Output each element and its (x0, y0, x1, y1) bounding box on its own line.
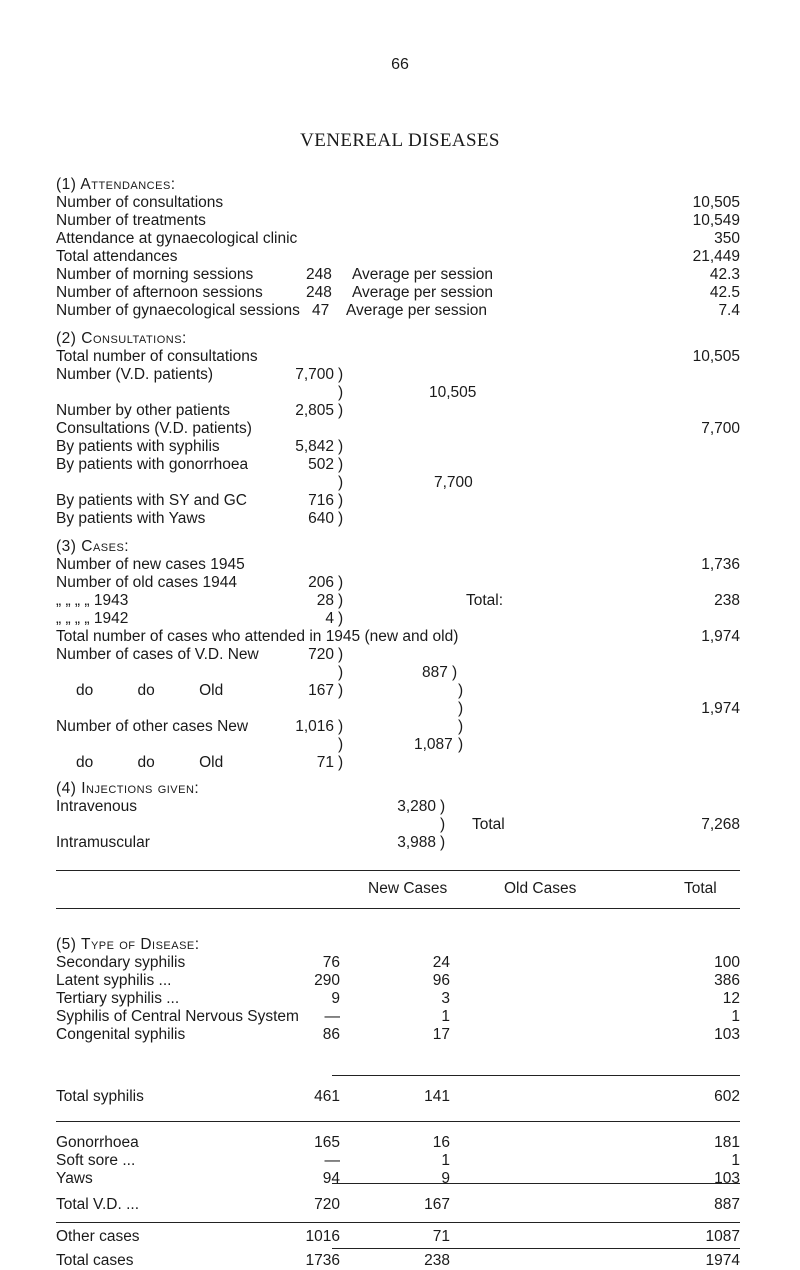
grand-total: 1,974 (701, 700, 740, 717)
row-value: 10,505 (692, 194, 740, 211)
row-value: 71 (316, 754, 334, 771)
row-value: 2,805 (295, 402, 334, 419)
total-cell: 1974 (705, 1252, 740, 1269)
session-count: 248 (306, 266, 332, 283)
row-label: By patients with gonorrhoea (56, 456, 249, 473)
row-value: 10,505 (692, 348, 740, 365)
bracket: ) (458, 700, 464, 717)
row-label: Number by other patients (56, 402, 231, 419)
row-label: Yaws (56, 1170, 93, 1187)
table-header-rule (56, 908, 740, 909)
old-cases-cell: 1 (441, 1152, 450, 1169)
row-gynae-sessions (56, 302, 740, 320)
section-heading-injections: (4) Injections given: (56, 780, 200, 797)
old-cases-cell: 3 (441, 990, 450, 1007)
row-treatments (56, 212, 740, 230)
row-value: 21,449 (692, 248, 740, 265)
row-label: Number of treatments (56, 212, 206, 229)
other-sum: 1,087 (414, 736, 453, 753)
bracket: ) (338, 402, 344, 419)
bracket: ) (338, 664, 344, 681)
table-top-rule (56, 870, 740, 871)
total-cell: 1 (731, 1008, 740, 1025)
row-value: 10,549 (692, 212, 740, 229)
new-cases-cell: 94 (322, 1170, 340, 1187)
old-cases-cell: 167 (424, 1196, 450, 1213)
row-value: 28 (316, 592, 334, 609)
table-row (56, 1170, 740, 1188)
row-attended (56, 628, 740, 646)
old-cases-cell: 9 (441, 1170, 450, 1187)
row-label: Total cases (56, 1252, 134, 1269)
row-value: 167 (308, 682, 334, 699)
row-label: Other cases (56, 1228, 140, 1245)
avg-value: 42.5 (709, 284, 740, 301)
row-afternoon-sessions (56, 284, 740, 302)
row-label: Total number of consultations (56, 348, 258, 365)
row-label: Number of gynaecological sessions (56, 302, 300, 319)
new-cases-cell: 461 (314, 1088, 340, 1105)
row-label: By patients with SY and GC (56, 492, 247, 509)
page-title: VENEREAL DISEASES (300, 130, 500, 151)
bracket: ) (458, 718, 464, 735)
table-row-total-vd (56, 1196, 740, 1214)
bracket: ) (440, 816, 446, 833)
table-row (56, 954, 740, 972)
row-value: 640 (308, 510, 334, 527)
row-label: Soft sore ... (56, 1152, 136, 1169)
row-label: Number of old cases 1944 (56, 574, 237, 591)
row-label: Total syphilis (56, 1088, 144, 1105)
row-label: Number (V.D. patients) (56, 366, 214, 383)
row-value: 1,736 (701, 556, 740, 573)
section-heading-type: (5) Type of Disease: (56, 936, 200, 953)
new-cases-cell: 165 (314, 1134, 340, 1151)
total-cell: 386 (714, 972, 740, 989)
row-consultations (56, 194, 740, 212)
row-label: By patients with syphilis (56, 438, 220, 455)
row-label: Latent syphilis ... (56, 972, 172, 989)
row-gonorrhoea (56, 456, 740, 474)
row-syphilis (56, 438, 740, 456)
row-new-cases (56, 556, 740, 574)
bracket: ) (338, 384, 344, 401)
group-total: 7,700 (434, 474, 473, 491)
vd-sum: 887 (422, 664, 448, 681)
row-bracket-mid (56, 384, 740, 402)
row-label: Total V.D. ... (56, 1196, 139, 1213)
section-heading-cases: (3) Cases: (56, 538, 130, 555)
row-bracket-mid-2 (56, 474, 740, 492)
row-label: do do Old (76, 682, 224, 699)
row-grand-total (56, 700, 740, 718)
total-cell: 602 (714, 1088, 740, 1105)
row-vd-new (56, 646, 740, 664)
total-cell: 1 (731, 1152, 740, 1169)
subtotal-rule (332, 1075, 740, 1076)
row-consult-vd (56, 420, 740, 438)
row-vd-old (56, 682, 740, 700)
row-value: 502 (308, 456, 334, 473)
bracket: ) (338, 574, 344, 591)
table-row-total-cases (56, 1252, 740, 1270)
avg-value: 42.3 (709, 266, 740, 283)
new-cases-cell: 86 (322, 1026, 340, 1043)
table-row (56, 1008, 740, 1026)
total-cell: 100 (714, 954, 740, 971)
bracket: ) (452, 664, 458, 681)
table-row (56, 990, 740, 1008)
row-other-old (56, 754, 740, 772)
row-total-attendances (56, 248, 740, 266)
bracket: ) (338, 736, 344, 753)
col-header-new: New Cases (368, 880, 448, 897)
new-cases-cell: — (324, 1008, 340, 1025)
row-value: 7,700 (295, 366, 334, 383)
row-vd-patients (56, 366, 740, 384)
row-value: 5,842 (295, 438, 334, 455)
old-cases-cell: 71 (432, 1228, 450, 1245)
page-number: 66 (391, 56, 409, 73)
old-total: 238 (714, 592, 740, 609)
new-cases-cell: 76 (322, 954, 340, 971)
section-rule (332, 1248, 740, 1249)
row-label: do do Old (76, 754, 224, 771)
total-word: Total (472, 816, 505, 833)
row-yaws (56, 510, 740, 528)
row-gynae-attendance (56, 230, 740, 248)
row-other-patients (56, 402, 740, 420)
old-cases-cell: 1 (441, 1008, 450, 1025)
table-row (56, 1026, 740, 1044)
col-header-total: Total (684, 880, 717, 897)
row-label: Total attendances (56, 248, 178, 265)
bracket: ) (338, 438, 344, 455)
bracket: ) (338, 682, 344, 699)
row-label: Attendance at gynaecological clinic (56, 230, 298, 247)
total-cell: 181 (714, 1134, 740, 1151)
new-cases-cell: 1736 (305, 1252, 340, 1269)
subtotal-rule (332, 1183, 740, 1184)
row-intravenous (56, 798, 740, 816)
row-injection-total (56, 816, 740, 834)
bracket: ) (338, 474, 344, 491)
row-other-bracket (56, 736, 740, 754)
old-cases-cell: 17 (432, 1026, 450, 1043)
row-label: Number of afternoon sessions (56, 284, 263, 301)
table-row (56, 972, 740, 990)
bracket: ) (440, 798, 446, 815)
row-sy-gc (56, 492, 740, 510)
new-cases-cell: 720 (314, 1196, 340, 1213)
row-label: Number of morning sessions (56, 266, 254, 283)
row-vd-bracket (56, 664, 740, 682)
bracket: ) (338, 492, 344, 509)
old-cases-cell: 16 (432, 1134, 450, 1151)
bracket: ) (338, 456, 344, 473)
bracket: ) (338, 754, 344, 771)
total-cell: 12 (722, 990, 740, 1007)
row-label: Tertiary syphilis ... (56, 990, 180, 1007)
old-cases-cell: 24 (432, 954, 450, 971)
total-cell: 103 (714, 1170, 740, 1187)
row-label: Number of new cases 1945 (56, 556, 245, 573)
row-value: 350 (714, 230, 740, 247)
row-value: 7,700 (701, 420, 740, 437)
row-label: „ „ „ „ 1942 (56, 610, 129, 627)
row-label: Secondary syphilis (56, 954, 186, 971)
total-cell: 1087 (705, 1228, 740, 1245)
section-heading-attendances: (1) Attendances: (56, 176, 176, 193)
avg-label: Average per session (352, 266, 494, 283)
new-cases-cell: — (324, 1152, 340, 1169)
table-row (56, 1152, 740, 1170)
table-row-other-cases (56, 1228, 740, 1246)
bracket: ) (440, 834, 446, 851)
total-cell: 887 (714, 1196, 740, 1213)
row-label: Consultations (V.D. patients) (56, 420, 252, 437)
table-row (56, 1134, 740, 1152)
section-rule (56, 1222, 740, 1223)
row-other-new (56, 718, 740, 736)
group-total: 10,505 (429, 384, 477, 401)
row-label: Congenital syphilis (56, 1026, 186, 1043)
row-value: 206 (308, 574, 334, 591)
row-intramuscular (56, 834, 740, 852)
row-value: 1,016 (295, 718, 334, 735)
row-value: 4 (325, 610, 334, 627)
session-count: 47 (312, 302, 330, 319)
row-label: Number of other cases New (56, 718, 249, 735)
avg-value: 7.4 (718, 302, 740, 319)
old-cases-cell: 238 (424, 1252, 450, 1269)
row-label: Number of consultations (56, 194, 224, 211)
avg-label: Average per session (346, 302, 488, 319)
session-count: 248 (306, 284, 332, 301)
row-old-1942 (56, 610, 740, 628)
total-word: Total: (466, 592, 504, 609)
row-label: Intravenous (56, 798, 137, 815)
row-label: „ „ „ „ 1943 (56, 592, 129, 609)
new-cases-cell: 9 (331, 990, 340, 1007)
row-label: Total number of cases who attended in 1945 (new and old) (56, 628, 459, 645)
row-value: 720 (308, 646, 334, 663)
row-total-consultations (56, 348, 740, 366)
avg-label: Average per session (352, 284, 494, 301)
row-label: By patients with Yaws (56, 510, 206, 527)
row-value: 716 (308, 492, 334, 509)
bracket: ) (338, 646, 344, 663)
row-label: Syphilis of Central Nervous System (56, 1008, 299, 1025)
col-header-old: Old Cases (504, 880, 577, 897)
bracket: ) (338, 610, 344, 627)
section-heading-consultations: (2) Consultations: (56, 330, 187, 347)
row-old-1943 (56, 592, 740, 610)
table-row-total-syphilis (56, 1088, 740, 1106)
new-cases-cell: 290 (314, 972, 340, 989)
bracket: ) (338, 592, 344, 609)
row-value: 3,988 (397, 834, 436, 851)
bracket: ) (338, 718, 344, 735)
bracket: ) (338, 366, 344, 383)
new-cases-cell: 1016 (305, 1228, 340, 1245)
injection-total: 7,268 (701, 816, 740, 833)
bracket: ) (338, 510, 344, 527)
row-label: Gonorrhoea (56, 1134, 139, 1151)
row-morning-sessions (56, 266, 740, 284)
section-rule (56, 1121, 740, 1122)
bracket: ) (458, 682, 464, 699)
row-label: Number of cases of V.D. New (56, 646, 259, 663)
row-value: 3,280 (397, 798, 436, 815)
bracket: ) (458, 736, 464, 753)
old-cases-cell: 96 (432, 972, 450, 989)
row-label: Intramuscular (56, 834, 150, 851)
total-cell: 103 (714, 1026, 740, 1043)
row-old-1944 (56, 574, 740, 592)
old-cases-cell: 141 (424, 1088, 450, 1105)
row-value: 1,974 (701, 628, 740, 645)
